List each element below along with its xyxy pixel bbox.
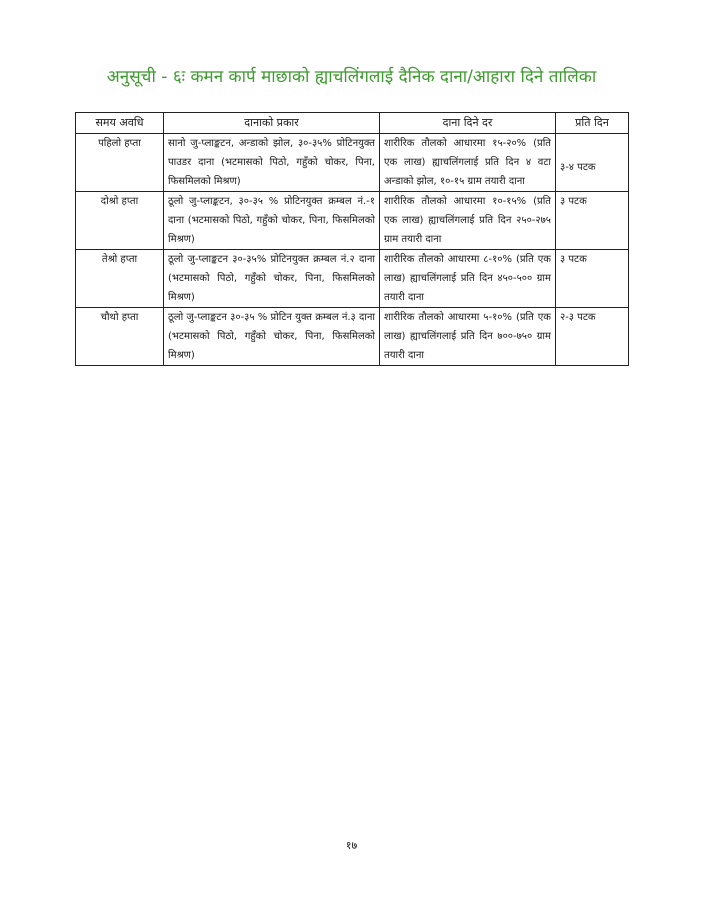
table-row bbox=[76, 308, 629, 366]
table-header-row bbox=[76, 113, 629, 134]
header-per-day: प्रति दिन bbox=[556, 113, 629, 134]
cell-feed-rate: शारीरिक तौलको आधारमा ८-१०% (प्रति एक लाख) ह्याचलिंगलाई प्रति दिन ४५०-५०० ग्राम तयारी दाना bbox=[380, 250, 556, 308]
feeding-schedule-table bbox=[75, 112, 629, 366]
page-number: १७ bbox=[345, 839, 358, 852]
cell-feed-type: सानो जु-प्लाङ्कटन, अन्डाको झोल, ३०-३५% प्रोटिनयुक्त पाउडर दाना (भटमासको पिठो, गहुँको चोकर, पिना, फिसमिलको मिश्रण) bbox=[164, 134, 380, 192]
table-row bbox=[76, 134, 629, 192]
cell-feed-type: ठूलो जु-प्लाङ्कटन ३०-३५ % प्रोटिन युक्त क्रम्बल नं.३ दाना (भटमासको पिठो, गहुँको चोकर, पिना, फिसमिलको मिश्रण) bbox=[164, 308, 380, 366]
header-period: समय अवधि bbox=[76, 113, 164, 134]
cell-feed-rate: शारीरिक तौलको आधारमा १०-१५% (प्रति एक लाख) ह्याचलिंगलाई प्रति दिन २५०-२७५ ग्राम तयारी दाना bbox=[380, 192, 556, 250]
cell-frequency: ३ पटक bbox=[556, 192, 629, 250]
cell-frequency: ३-४ पटक bbox=[556, 134, 629, 192]
cell-feed-type: ठूलो जु-प्लाङ्कटन ३०-३५% प्रोटिनयुक्त क्रम्बल नं.२ दाना (भटमासको पिठो, गहुँको चोकर, पिना, फिसमिलको मिश्रण) bbox=[164, 250, 380, 308]
cell-frequency: ३ पटक bbox=[556, 250, 629, 308]
cell-period: पहिलो हप्ता bbox=[76, 134, 164, 192]
cell-period: चौथो हप्ता bbox=[76, 308, 164, 366]
cell-period: तेश्रो हप्ता bbox=[76, 250, 164, 308]
cell-feed-rate: शारीरिक तौलको आधारमा १५-२०% (प्रति एक लाख) ह्याचलिंगलाई प्रति दिन ४ वटा अन्डाको झोल, १०-१५ ग्राम तयारी दाना bbox=[380, 134, 556, 192]
table-row bbox=[76, 250, 629, 308]
cell-period: दोश्रो हप्ता bbox=[76, 192, 164, 250]
header-feed-rate: दाना दिने दर bbox=[380, 113, 556, 134]
cell-frequency: २-३ पटक bbox=[556, 308, 629, 366]
page-title: अनुसूची - ६ः कमन कार्प माछाको ह्याचलिंगलाई दैनिक दाना/आहारा दिने तालिका bbox=[106, 67, 597, 87]
table-row bbox=[76, 192, 629, 250]
cell-feed-rate: शारीरिक तौलको आधारमा ५-१०% (प्रति एक लाख) ह्याचलिंगलाई प्रति दिन ७००-७५० ग्राम तयारी दाना bbox=[380, 308, 556, 366]
cell-feed-type: ठूलो जु-प्लाङ्कटन, ३०-३५ % प्रोटिनयुक्त क्रम्बल नं.-१ दाना (भटमासको पिठो, गहुँको चोकर, पिना, फिसमिलको मिश्रण) bbox=[164, 192, 380, 250]
header-feed-type: दानाको प्रकार bbox=[164, 113, 380, 134]
